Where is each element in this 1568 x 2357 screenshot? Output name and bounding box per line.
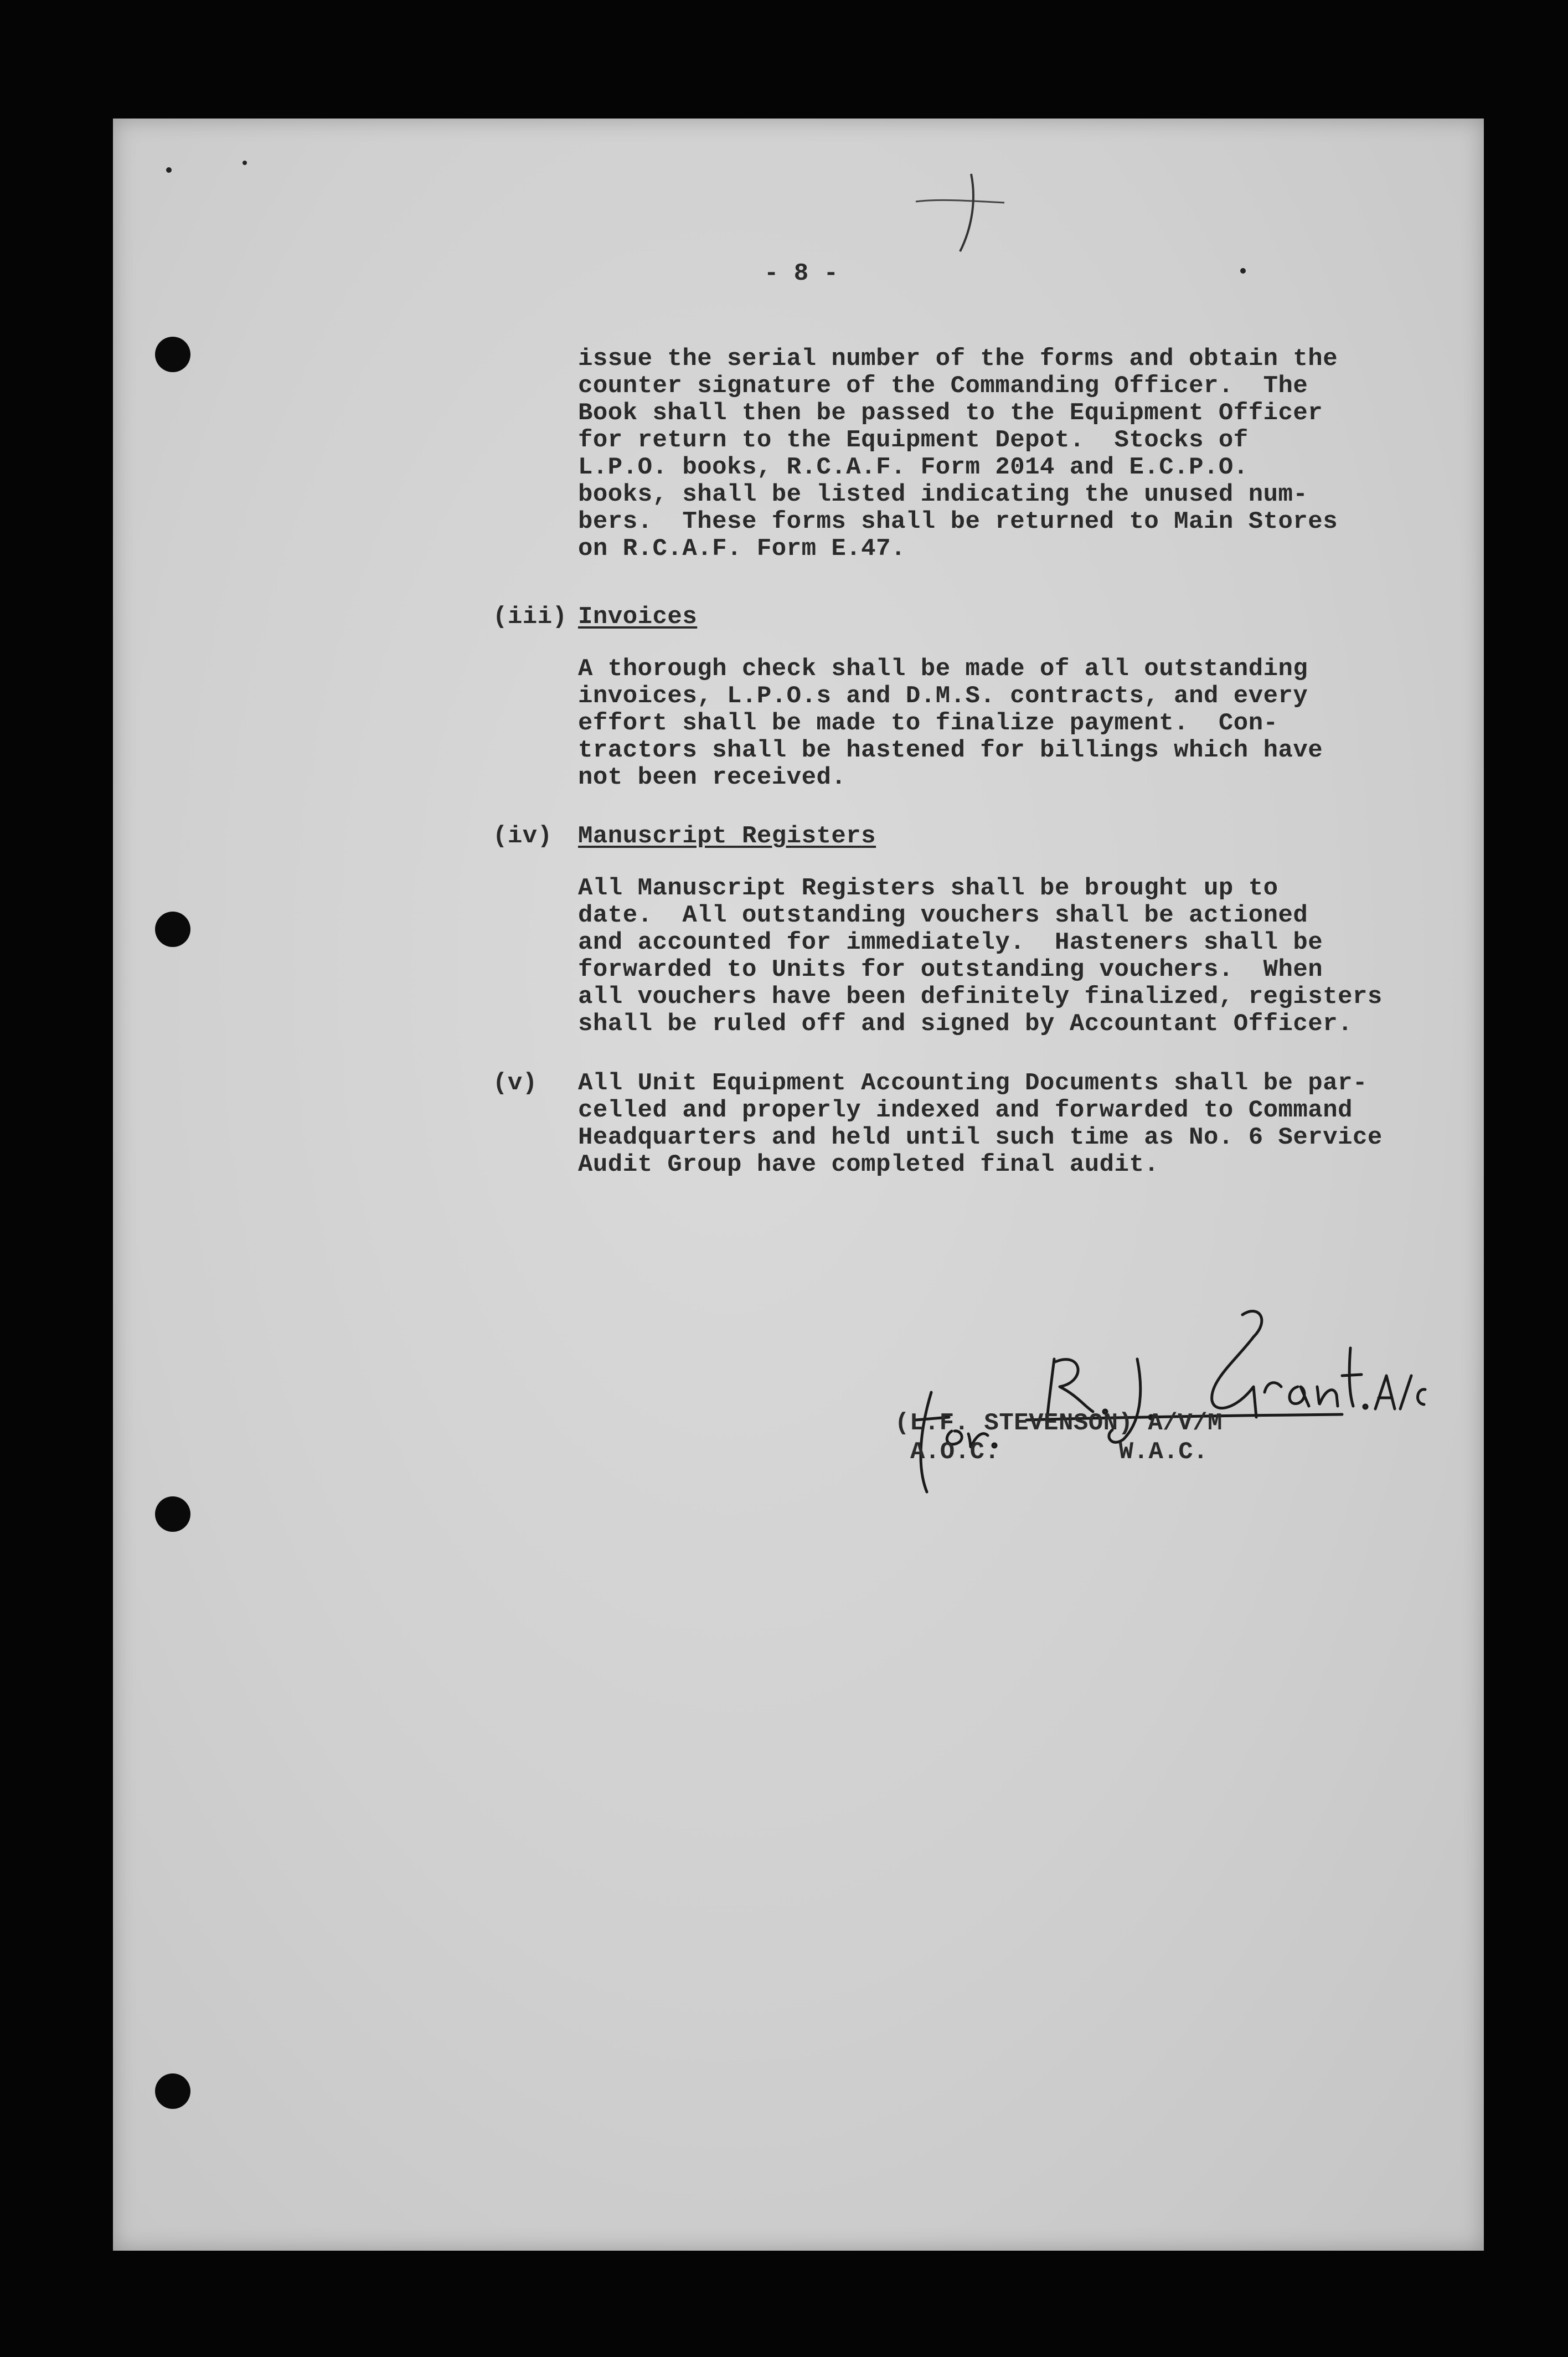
paragraph-line: celled and properly indexed and forwarded to Command	[578, 1097, 1353, 1124]
paragraph-line: effort shall be made to finalize payment. Con-	[578, 709, 1278, 737]
paragraph-line: shall be ruled off and signed by Accountant Officer.	[578, 1010, 1353, 1038]
page-number: - 8 -	[764, 260, 839, 287]
ink-speck	[1240, 268, 1246, 274]
pencil-mark	[910, 168, 1021, 257]
paragraph-line: Audit Group have completed final audit.	[578, 1151, 1159, 1179]
punch-hole	[155, 2073, 190, 2109]
paragraph-line: and accounted for immediately. Hasteners shall be	[578, 929, 1323, 956]
punch-hole	[155, 912, 190, 947]
paragraph-line: on R.C.A.F. Form E.47.	[578, 535, 906, 563]
paragraph-line: for return to the Equipment Depot. Stocks of	[578, 426, 1249, 454]
paragraph-line: issue the serial number of the forms and obtain the	[578, 345, 1338, 373]
ink-speck	[243, 161, 247, 165]
paragraph-line: invoices, L.P.O.s and D.M.S. contracts, and every	[578, 682, 1308, 710]
paragraph-line: tractors shall be hastened for billings which have	[578, 737, 1323, 764]
signature-name-line: (L.F. STEVENSON) A/V/M	[895, 1409, 1223, 1437]
paragraph-line: books, shall be listed indicating the unused num-	[578, 481, 1308, 508]
signature-title-line: A.O.C. W.A.C.	[910, 1438, 1209, 1466]
paragraph-line: All Unit Equipment Accounting Documents shall be par-	[578, 1069, 1368, 1097]
section-marker: (iv)	[493, 822, 553, 850]
paragraph-line: date. All outstanding vouchers shall be actioned	[578, 902, 1308, 929]
ink-speck	[166, 167, 172, 173]
paragraph-line: all vouchers have been definitely finalized, registers	[578, 983, 1383, 1011]
section-heading: Invoices	[578, 603, 698, 631]
paragraph-line: All Manuscript Registers shall be brought up to	[578, 874, 1278, 902]
paragraph-line: counter signature of the Commanding Officer. The	[578, 372, 1308, 400]
punch-hole	[155, 1496, 190, 1532]
paragraph-line: L.P.O. books, R.C.A.F. Form 2014 and E.C.P.O.	[578, 454, 1249, 481]
document-page	[113, 119, 1484, 2251]
paragraph-line: Book shall then be passed to the Equipment Officer	[578, 399, 1323, 427]
section-heading: Manuscript Registers	[578, 822, 876, 850]
section-marker: (iii)	[493, 603, 568, 631]
paragraph-line: A thorough check shall be made of all outstanding	[578, 655, 1308, 683]
paragraph-line: forwarded to Units for outstanding vouchers. When	[578, 956, 1323, 984]
paragraph-line: bers. These forms shall be returned to Main Stores	[578, 508, 1338, 536]
punch-hole	[155, 337, 190, 372]
paragraph-line: Headquarters and held until such time as No. 6 Service	[578, 1124, 1383, 1151]
section-marker: (v)	[493, 1069, 538, 1097]
handwritten-signature	[899, 1298, 1431, 1520]
paragraph-line: not been received.	[578, 764, 847, 791]
